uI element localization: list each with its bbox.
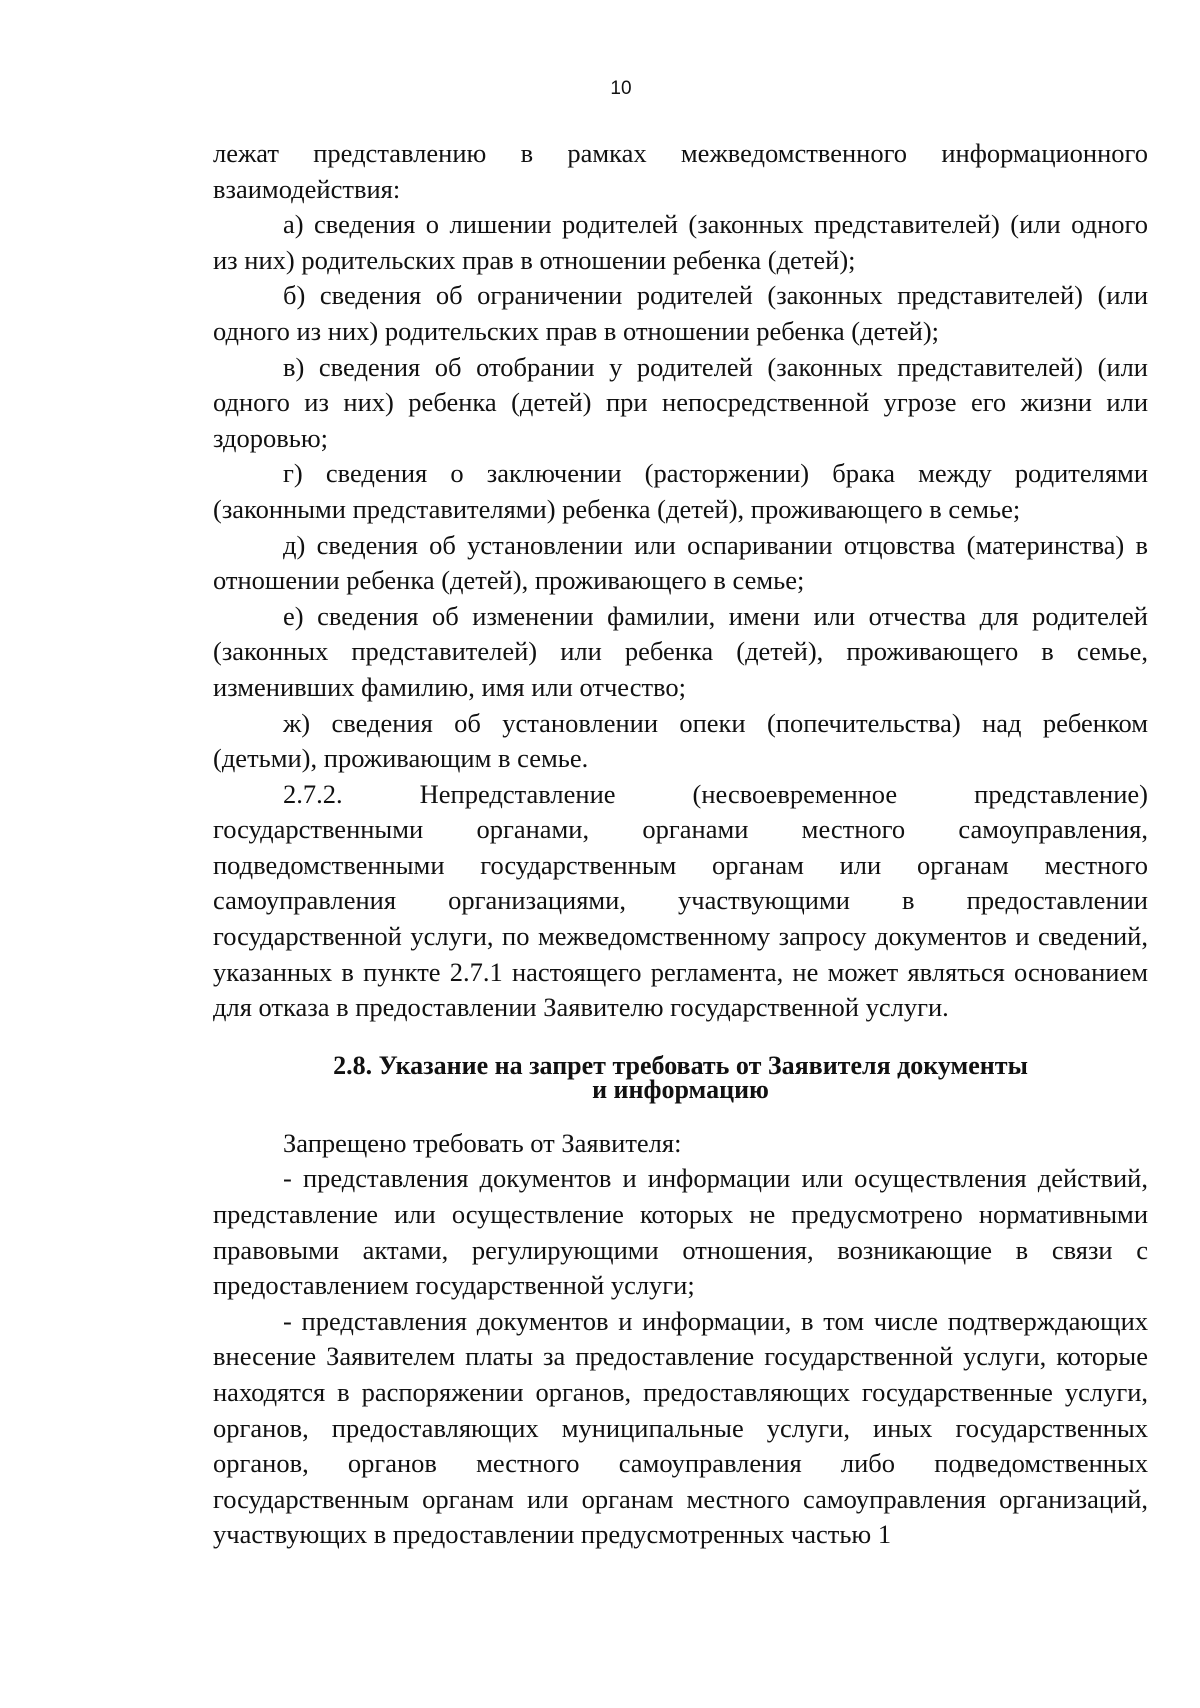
page-number: 10: [610, 78, 632, 99]
section-heading-line-1: 2.8. Указание на запрет требовать от Заявителя документы: [333, 1050, 1028, 1080]
document-body: [213, 136, 1148, 1553]
list-item-zh: ж) сведения об установлении опеки (попечительства) над ребенком (детьми), проживающим в семье.: [213, 707, 1148, 774]
list-item-b: б) сведения об ограничении родителей (законных представителей) (или одного из них) родительских прав в отношении ребенка (детей);: [213, 280, 1148, 346]
list-item-g: г) сведения о заключении (расторжении) брака между родителями (законными представителями) ребенка (детей), проживающего в семье;: [213, 458, 1148, 524]
paragraph-2-7-2: 2.7.2. Непредставление (несвоевременное представление) государственными органами, органами местного самоуправления, подведомственными государственным органам или органам местного самоуправления организациями, участвующими в предоставлении государственной услуги, по межведомственному запросу документов и сведений, указанных в пункте 2.7.1 настоящего регламента, не может являться основанием для отказа в предоставлении Заявителю государственной услуги.: [213, 778, 1148, 1023]
list-item-v: в) сведения об отобрании у родителей (законных представителей) (или одного из них) ребенка (детей) при непосредственной угрозе его жизни или здоровью;: [213, 351, 1148, 453]
list-item-e: е) сведения об изменении фамилии, имени или отчества для родителей (законных представителей) или ребенка (детей), проживающего в семье, изменивших фамилию, имя или отчество;: [213, 600, 1148, 702]
paragraph-continuation: лежат представлению в рамках межведомственного информационного взаимодействия:: [213, 138, 1148, 204]
list-item-d: д) сведения об установлении или оспаривании отцовства (материнства) в отношении ребенка (детей), проживающего в семье;: [213, 529, 1148, 596]
dash-item-1: - представления документов и информации или осуществления действий, представление или осуществление которых не предусмотрено нормативными правовыми актами, регулирующими отношения, возникающие в связи с предоставлением государственной услуги;: [213, 1163, 1148, 1301]
paragraph-prohibited-intro: Запрещено требовать от Заявителя:: [283, 1127, 682, 1158]
section-heading-2-8: [213, 1050, 1148, 1104]
list-item-a: а) сведения о лишении родителей (законных представителей) (или одного из них) родительских прав в отношении ребенка (детей);: [213, 209, 1148, 275]
dash-item-2: - представления документов и информации, в том числе подтверждающих внесение Заявителем платы за предоставление государственной услуги, которые находятся в распоряжении органов, предоставляющих государственные услуги, органов, предоставляющих муниципальные услуги, иных государственных органов, органов местного самоуправления либо подведомственных государственным органам или органам местного самоуправления организаций, участвующих в предоставлении предусмотренных частью 1: [213, 1305, 1148, 1550]
section-heading-line-2: и информацию: [592, 1074, 769, 1104]
